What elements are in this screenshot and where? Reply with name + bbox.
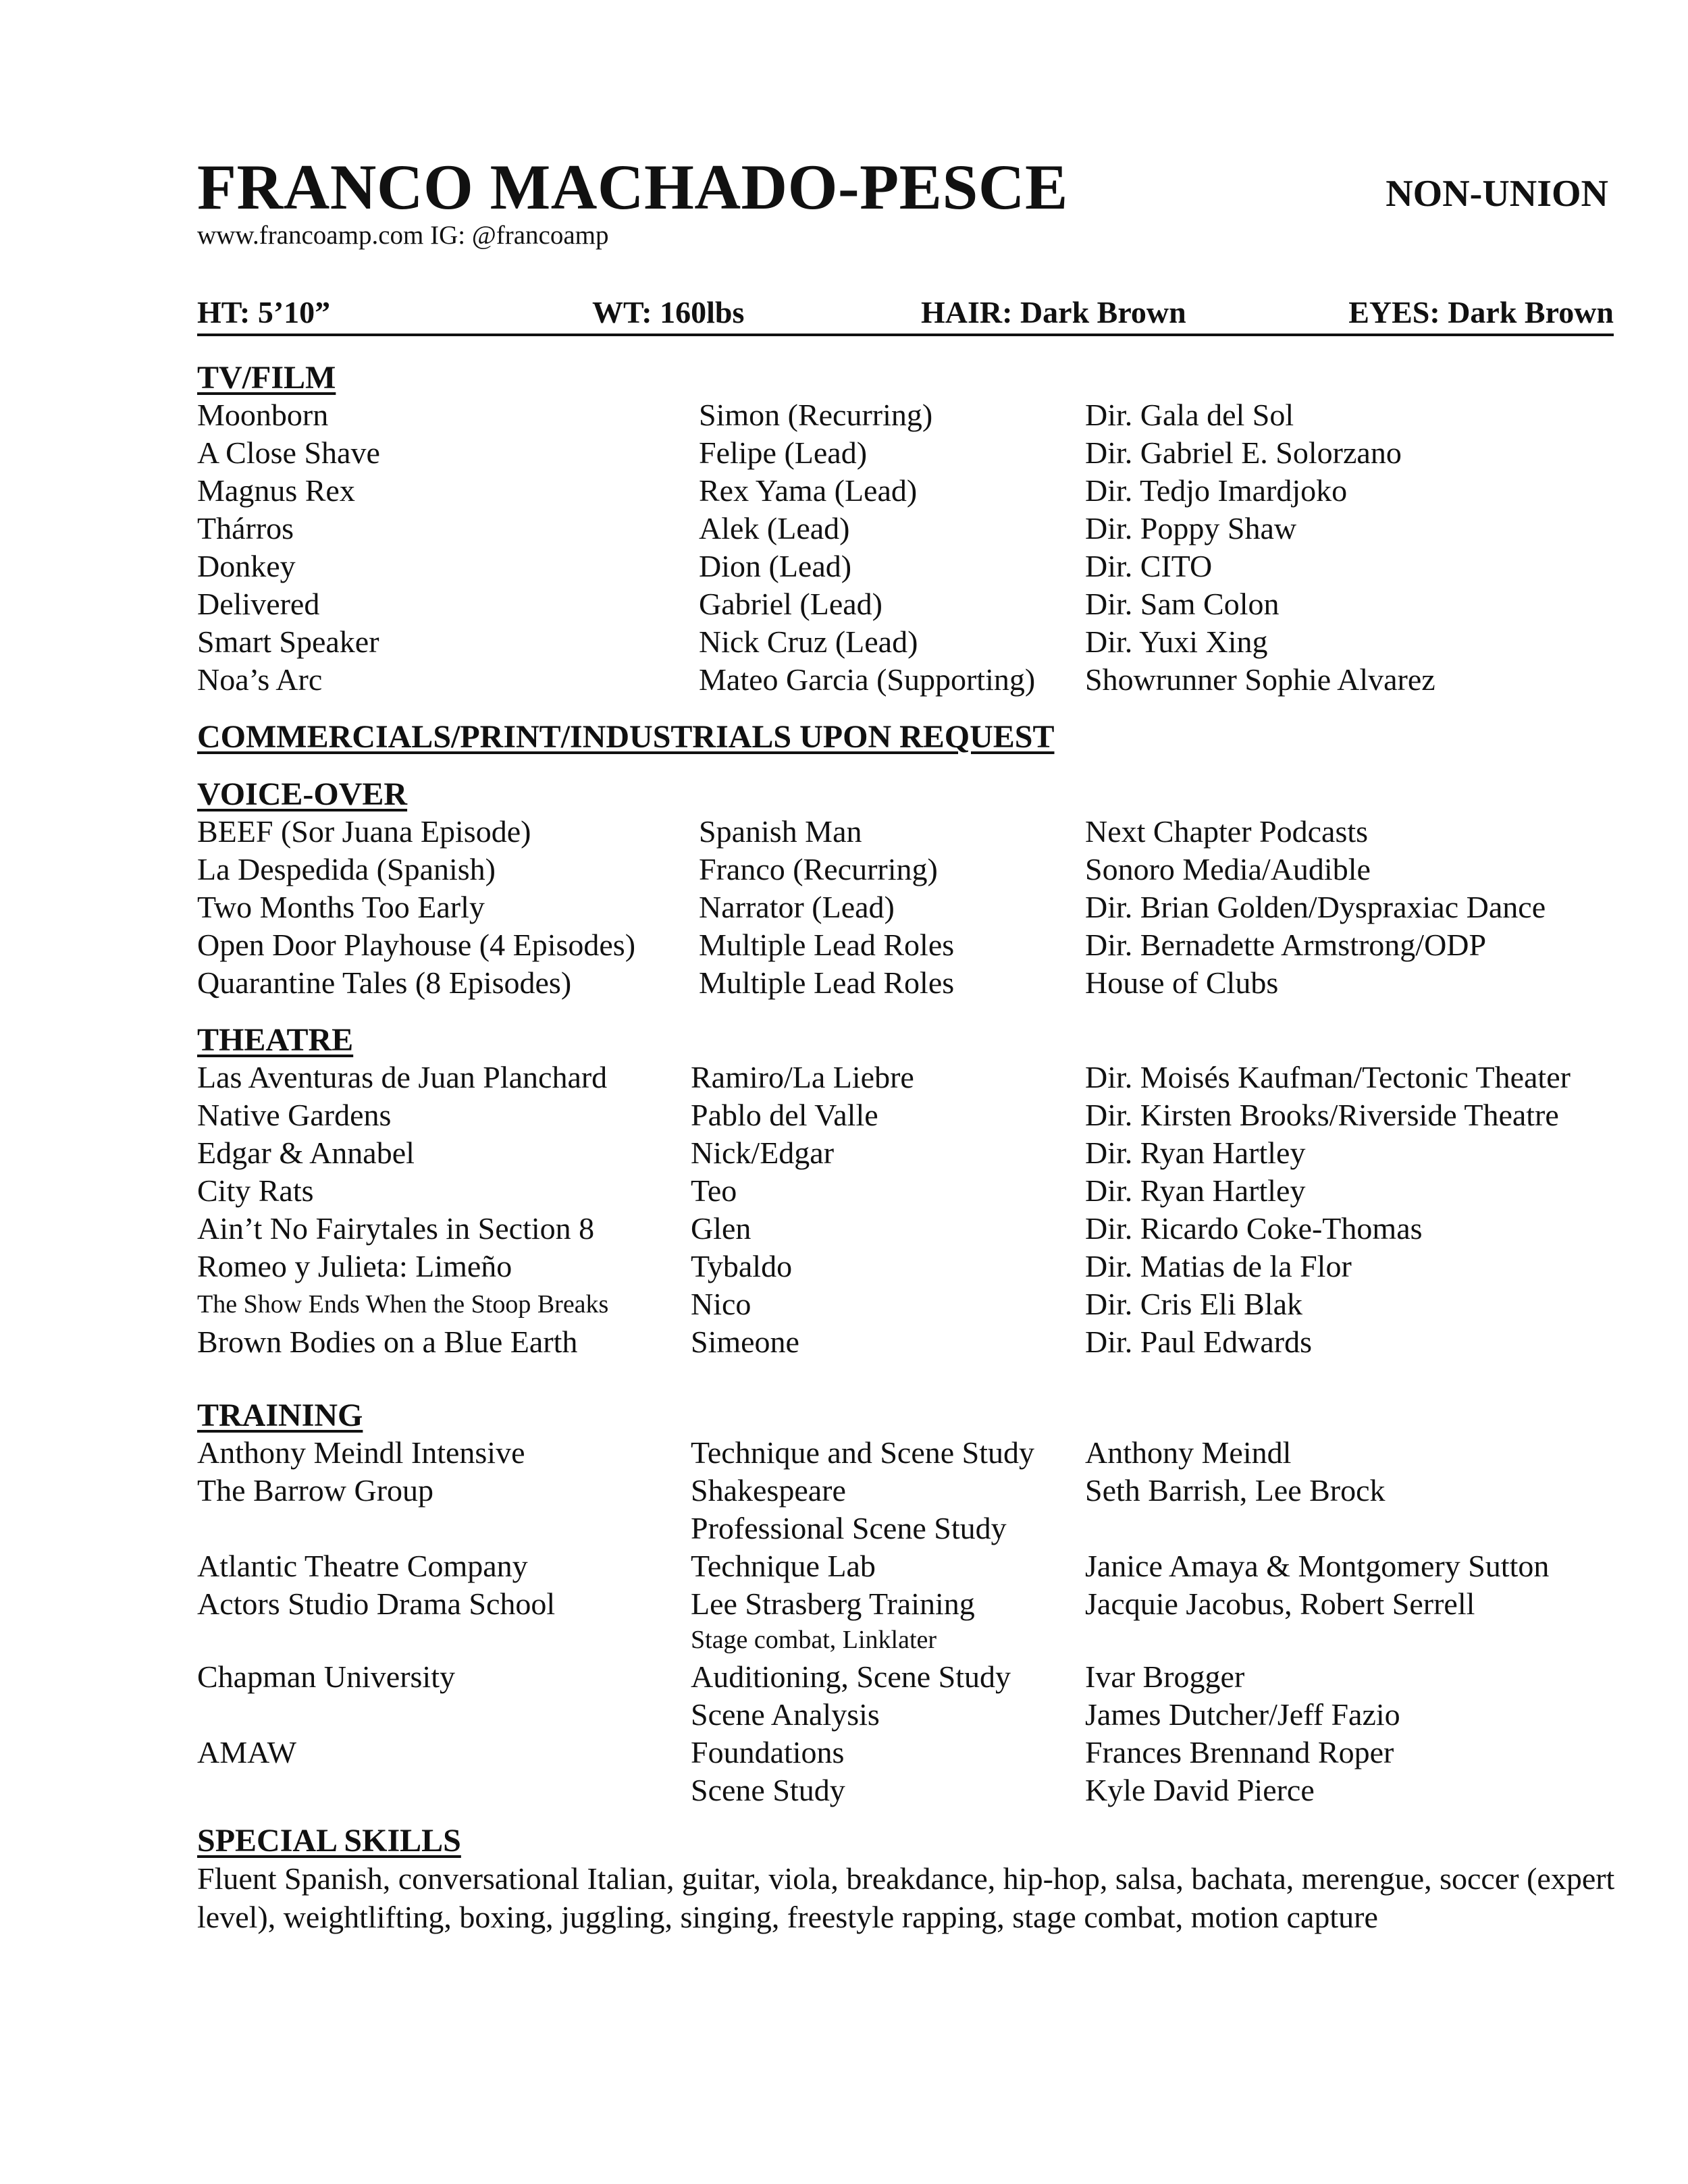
project-title: City Rats (197, 1173, 314, 1208)
role: Simeone (691, 1325, 799, 1359)
project-title: Two Months Too Early (197, 890, 485, 924)
project-title: Las Aventuras de Juan Planchard (197, 1060, 608, 1094)
project-title: Moonborn (197, 398, 329, 432)
course: Foundations (691, 1735, 845, 1769)
teacher: Seth Barrish, Lee Brock (1085, 1473, 1386, 1508)
director: Dir. Ryan Hartley (1085, 1173, 1306, 1208)
special-skills-heading: SPECIAL SKILLS (197, 1823, 461, 1859)
course: Auditioning, Scene Study (691, 1659, 1011, 1694)
course: Lee Strasberg Training (691, 1587, 975, 1621)
project-title: Romeo y Julieta: Limeño (197, 1249, 512, 1283)
project-title: Noa’s Arc (197, 662, 323, 697)
project-title: Delivered (197, 587, 320, 621)
project-title: A Close Shave (197, 435, 380, 470)
project-title: Open Door Playhouse (4 Episodes) (197, 928, 636, 962)
school: Chapman University (197, 1659, 455, 1694)
director: Dir. Tedjo Imardjoko (1085, 473, 1348, 508)
project-title: Edgar & Annabel (197, 1136, 415, 1170)
course: Stage combat, Linklater (691, 1626, 937, 1654)
school: Anthony Meindl Intensive (197, 1435, 525, 1470)
role: Felipe (Lead) (699, 435, 868, 470)
eyes-stat: EYES: Dark Brown (1348, 295, 1614, 329)
school: Actors Studio Drama School (197, 1587, 556, 1621)
teacher: Ivar Brogger (1085, 1659, 1245, 1694)
director: Dir. Gabriel E. Solorzano (1085, 435, 1402, 470)
teacher: Jacquie Jacobus, Robert Serrell (1085, 1587, 1475, 1621)
director: Dir. Bernadette Armstrong/ODP (1085, 928, 1487, 962)
course: Professional Scene Study (691, 1511, 1007, 1545)
role: Multiple Lead Roles (699, 928, 955, 962)
role: Alek (Lead) (699, 511, 850, 545)
director: Showrunner Sophie Alvarez (1085, 662, 1435, 697)
director: Dir. Brian Golden/Dyspraxiac Dance (1085, 890, 1546, 924)
training-heading: TRAINING (197, 1397, 363, 1433)
role: Rex Yama (Lead) (699, 473, 918, 508)
director: Sonoro Media/Audible (1085, 852, 1371, 886)
role: Ramiro/La Liebre (691, 1060, 914, 1094)
role: Pablo del Valle (691, 1098, 878, 1132)
course: Scene Analysis (691, 1697, 880, 1732)
project-title: Brown Bodies on a Blue Earth (197, 1325, 578, 1359)
theatre-heading: THEATRE (197, 1022, 354, 1058)
role: Narrator (Lead) (699, 890, 895, 924)
union-status: NON-UNION (1386, 173, 1608, 215)
director: Dir. Sam Colon (1085, 587, 1280, 621)
director: Dir. Ricardo Coke-Thomas (1085, 1211, 1423, 1246)
role: Franco (Recurring) (699, 852, 938, 886)
physical-stats-bar (197, 293, 1614, 336)
director: House of Clubs (1085, 965, 1279, 1000)
special-skills-text: Fluent Spanish, conversational Italian, guitar, viola, breakdance, hip-hop, salsa, bachata, merengue, soccer (expert level), weightlifting, boxing, juggling, singing, freestyle rapping, stage combat, motion capture (197, 1861, 1615, 1934)
role: Gabriel (Lead) (699, 587, 883, 621)
hair-stat: HAIR: Dark Brown (921, 295, 1186, 329)
teacher: Frances Brennand Roper (1085, 1735, 1394, 1769)
teacher: James Dutcher/Jeff Fazio (1085, 1697, 1400, 1732)
teacher: Anthony Meindl (1085, 1435, 1292, 1470)
height-stat: HT: 5’10” (197, 295, 331, 329)
project-title: La Despedida (Spanish) (197, 852, 496, 886)
role: Simon (Recurring) (699, 398, 933, 432)
project-title: Thárros (197, 511, 294, 545)
role: Glen (691, 1211, 751, 1246)
role: Nico (691, 1287, 751, 1321)
project-title: Donkey (197, 549, 296, 583)
role: Nick Cruz (Lead) (699, 624, 918, 659)
role: Tybaldo (691, 1249, 793, 1283)
school: AMAW (197, 1735, 297, 1769)
role: Teo (691, 1173, 737, 1208)
contact-line: www.francoamp.com IG: @francoamp (197, 221, 609, 250)
director: Dir. Moisés Kaufman/Tectonic Theater (1085, 1060, 1571, 1094)
director: Dir. Paul Edwards (1085, 1325, 1313, 1359)
tv-film-heading: TV/FILM (197, 360, 336, 396)
director: Dir. Poppy Shaw (1085, 511, 1297, 545)
director: Next Chapter Podcasts (1085, 814, 1369, 849)
role: Spanish Man (699, 814, 862, 849)
course: Scene Study (691, 1773, 845, 1807)
course: Technique Lab (691, 1549, 876, 1583)
role: Nick/Edgar (691, 1136, 835, 1170)
director: Dir. Cris Eli Blak (1085, 1287, 1302, 1321)
teacher: Janice Amaya & Montgomery Sutton (1085, 1549, 1550, 1583)
role: Multiple Lead Roles (699, 965, 955, 1000)
director: Dir. Yuxi Xing (1085, 624, 1268, 659)
director: Dir. Gala del Sol (1085, 398, 1294, 432)
project-title: Magnus Rex (197, 473, 355, 508)
project-title: Smart Speaker (197, 624, 379, 659)
director: Dir. Kirsten Brooks/Riverside Theatre (1085, 1098, 1559, 1132)
director: Dir. Ryan Hartley (1085, 1136, 1306, 1170)
project-title: Ain’t No Fairytales in Section 8 (197, 1211, 595, 1246)
role: Mateo Garcia (Supporting) (699, 662, 1036, 697)
actor-name: FRANCO MACHADO-PESCE (197, 151, 1068, 223)
project-title: Quarantine Tales (8 Episodes) (197, 965, 572, 1000)
director: Dir. CITO (1085, 549, 1213, 583)
commercials-heading: COMMERCIALS/PRINT/INDUSTRIALS UPON REQUEST (197, 719, 1055, 755)
school: Atlantic Theatre Company (197, 1549, 528, 1583)
project-title: Native Gardens (197, 1098, 392, 1132)
project-title: The Show Ends When the Stoop Breaks (197, 1290, 609, 1319)
project-title: BEEF (Sor Juana Episode) (197, 814, 531, 849)
teacher: Kyle David Pierce (1085, 1773, 1315, 1807)
school: The Barrow Group (197, 1473, 434, 1508)
role: Dion (Lead) (699, 549, 852, 583)
weight-stat: WT: 160lbs (592, 295, 745, 329)
course: Technique and Scene Study (691, 1435, 1035, 1470)
voice-over-heading: VOICE-OVER (197, 776, 408, 812)
course: Shakespeare (691, 1473, 846, 1508)
director: Dir. Matias de la Flor (1085, 1249, 1352, 1283)
